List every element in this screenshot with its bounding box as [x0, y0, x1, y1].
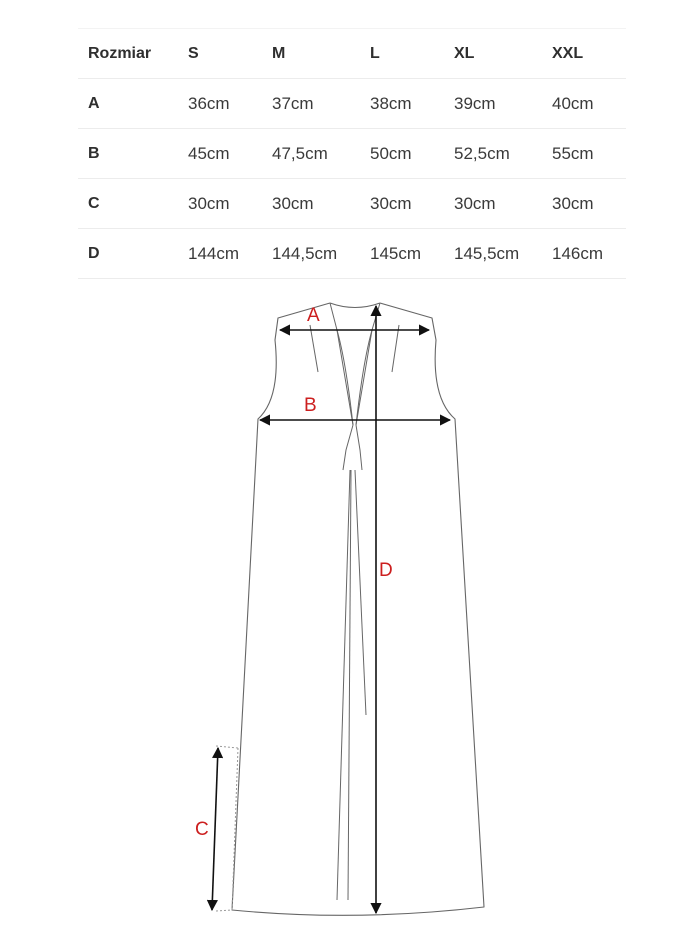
row-label: B	[88, 144, 100, 162]
table-cell: 30cm	[370, 193, 412, 213]
table-cell: 30cm	[272, 193, 314, 213]
table-cell: 30cm	[552, 193, 594, 213]
table-cell: 145,5cm	[454, 243, 520, 263]
table-cell: 55cm	[552, 143, 594, 163]
collar-lapels	[310, 303, 399, 425]
table-cell: 47,5cm	[272, 143, 328, 163]
label-c: C	[195, 819, 209, 840]
row-label: C	[88, 194, 100, 212]
table-cell: 38cm	[370, 93, 412, 113]
table-cell: 40cm	[552, 93, 594, 113]
label-a: A	[307, 305, 320, 326]
header-cell-xl: XL	[454, 44, 475, 62]
table-cell: 30cm	[188, 193, 230, 213]
side-slit	[216, 746, 238, 911]
header-cell-xxl: XXL	[552, 44, 584, 62]
table-cell: 37cm	[272, 93, 314, 113]
vest-outline	[232, 303, 484, 915]
table-cell: 30cm	[454, 193, 496, 213]
table-cell: 144,5cm	[272, 243, 338, 263]
label-d: D	[379, 560, 393, 581]
table-cell: 52,5cm	[454, 143, 510, 163]
header-cell-size: Rozmiar	[88, 44, 152, 62]
table-cell: 45cm	[188, 143, 230, 163]
front-opening	[337, 425, 366, 900]
table-cell: 36cm	[188, 93, 230, 113]
table-cell: 144cm	[188, 243, 240, 263]
table-cell: 50cm	[370, 143, 412, 163]
row-label: A	[88, 94, 100, 112]
header-cell-l: L	[370, 44, 380, 62]
label-b: B	[304, 395, 317, 416]
dimension-c-arrow	[212, 748, 218, 910]
table-cell: 146cm	[552, 243, 604, 263]
row-label: D	[88, 244, 100, 262]
table-cell: 39cm	[454, 93, 496, 113]
header-cell-s: S	[188, 44, 199, 62]
header-cell-m: M	[272, 44, 286, 62]
table-cell: 145cm	[370, 243, 422, 263]
